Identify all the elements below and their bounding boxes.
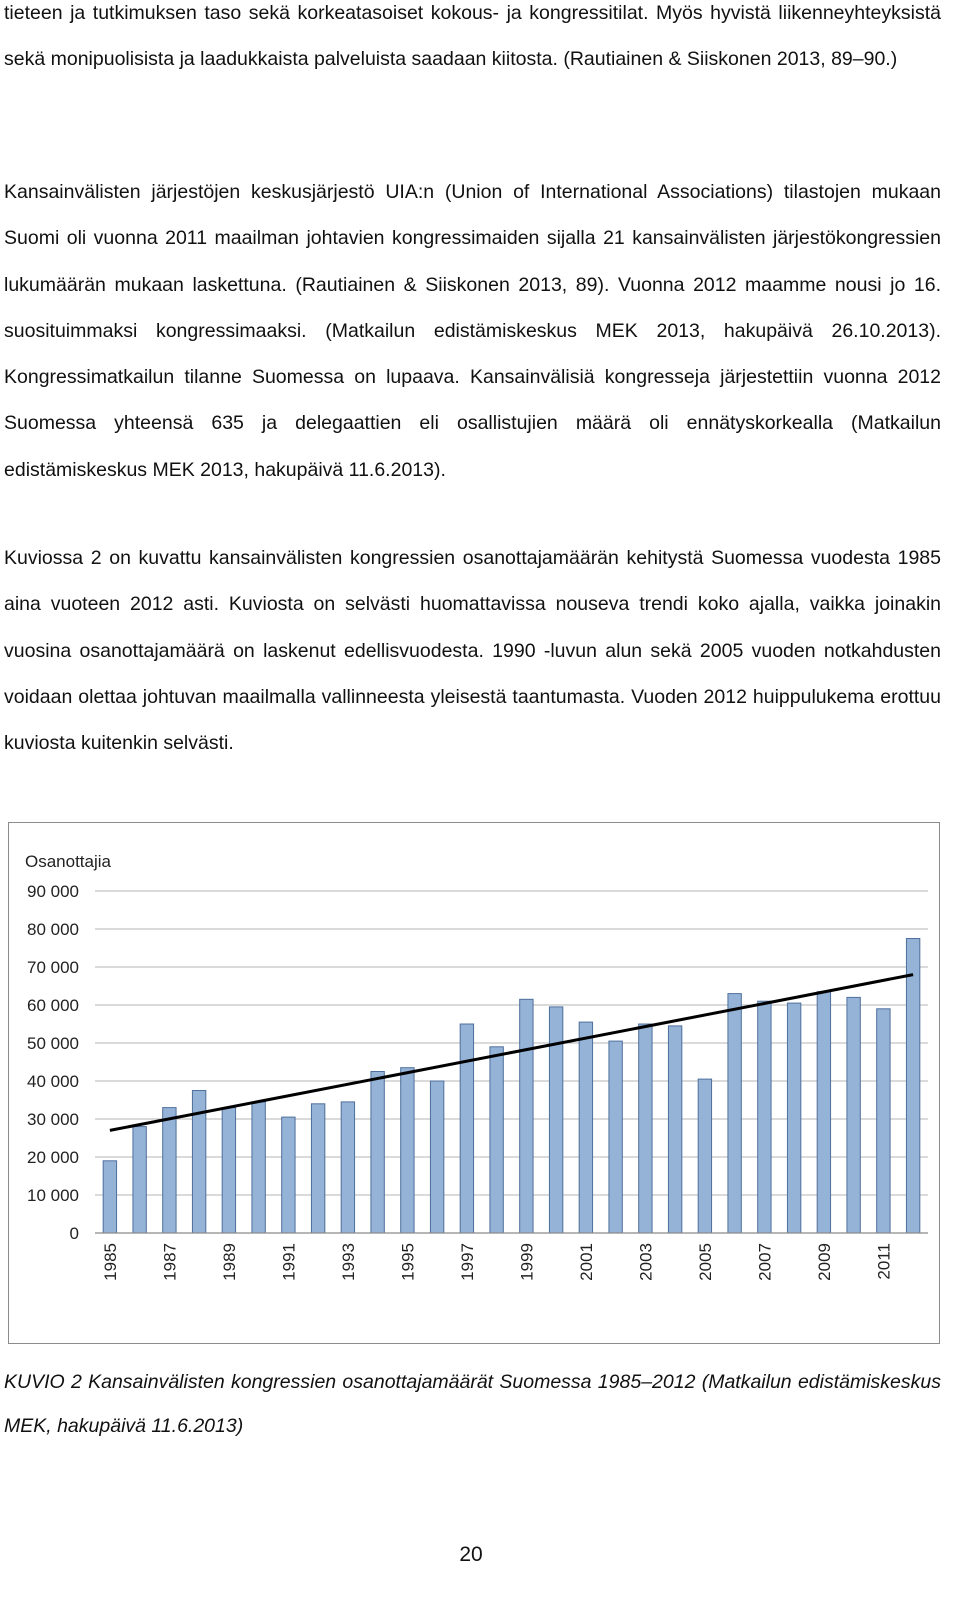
bar [639,1024,652,1233]
bar [430,1081,443,1233]
bar [401,1068,414,1233]
x-tick-label: 2011 [874,1243,894,1280]
bar [133,1127,146,1233]
x-tick-label: 1997 [457,1243,477,1281]
x-tick-label: 1993 [338,1243,358,1281]
y-tick-label: 80 000 [27,920,79,939]
bar [787,1003,800,1233]
y-tick-label: 90 000 [27,882,79,901]
bar [877,1009,890,1233]
x-tick-label: 1995 [398,1243,418,1281]
y-tick-label: 10 000 [27,1186,79,1205]
bar [906,939,919,1234]
chart-canvas [9,823,939,1343]
y-tick-label: 70 000 [27,958,79,977]
bar [520,999,533,1233]
paragraph-figure-description: Kuviossa 2 on kuvattu kansainvälisten kongressien osanottajamäärän kehitystä Suomessa vuodesta 1985 aina vuoteen 2012 asti. Kuviosta on selvästi huomattavissa nouseva trendi koko ajalla, vaikka joinakin vuosina osanottajamäärä on laskenut edellisvuodesta. 1990 -luvun alun sekä 2005 vuoden notkahdusten voidaan olettaa johtuvan maailmalla vallinneesta yleisestä taantumasta. Vuoden 2012 huippulukema erottuu kuviosta kuitenkin selvästi. [4,547,941,755]
x-tick-label: 2003 [636,1243,656,1281]
x-tick-label: 2005 [695,1243,715,1281]
bar [371,1072,384,1234]
bar [758,1001,771,1233]
bar [311,1104,324,1233]
y-tick-label: 40 000 [27,1072,79,1091]
y-axis-title: Osanottajia [25,852,111,871]
bar [341,1102,354,1233]
y-tick-label: 50 000 [27,1034,79,1053]
paragraph-uia-statistics: Kansainvälisten järjestöjen keskusjärjestö UIA:n (Union of International Associations) tilastojen mukaan Suomi oli vuonna 2011 maailman johtavien kongressimaiden sijalla 21 kansainvälisten järjestökongressien lukumäärän mukaan laskettuna. (Rautiainen & Siiskonen 2013, 89). Vuonna 2012 maamme nousi jo 16. suosituimmaksi kongressimaaksi. (Matkailun edistämiskeskus MEK 2013, hakupäivä 26.10.2013). Kongressimatkailun tilanne Suomessa on lupaava. Kansainvälisiä kongresseja järjestettiin vuonna 2012 Suomessa yhteensä 635 ja delegaattien eli osallistujien määrä oli ennätyskorkealla (Matkailun edistämiskeskus MEK 2013, hakupäivä 11.6.2013). [4,181,941,481]
x-tick-label: 2007 [755,1243,775,1281]
x-tick-label: 1985 [100,1243,120,1281]
x-tick-label: 1989 [219,1243,239,1281]
y-tick-label: 0 [69,1224,79,1243]
bar [222,1108,235,1233]
page-number: 20 [459,1543,483,1566]
bar [847,997,860,1233]
paragraph-intro: tieteen ja tutkimuksen taso sekä korkeatasoiset kokous- ja kongressitilat. Myös hyvistä liikenneyhteyksistä sekä monipuolisista ja laadukkaista palveluista saadaan kiitosta. (Rautiainen & Siiskonen 2013, 89–90.) [4,2,941,71]
bar [460,1024,473,1233]
bar [282,1117,295,1233]
x-tick-label: 1987 [160,1243,180,1281]
bar [579,1022,592,1233]
x-tick-label: 1991 [279,1243,299,1281]
bar [549,1007,562,1233]
figure-caption: KUVIO 2 Kansainvälisten kongressien osanottajamäärät Suomessa 1985–2012 (Matkailun edistämiskeskus MEK, hakupäivä 11.6.2013) [4,1371,941,1437]
bar [817,992,830,1233]
x-tick-label: 1999 [517,1243,537,1281]
y-tick-label: 30 000 [27,1110,79,1129]
y-tick-label: 60 000 [27,996,79,1015]
bar [609,1041,622,1233]
bar [163,1108,176,1233]
participants-bar-chart [8,822,940,1344]
x-tick-label: 2009 [814,1243,834,1281]
y-tick-label: 20 000 [27,1148,79,1167]
bar [490,1047,503,1233]
x-tick-label: 2001 [576,1243,596,1281]
bar [728,994,741,1233]
bar [252,1102,265,1233]
bar [103,1161,116,1233]
bar [698,1079,711,1233]
bar [668,1026,681,1233]
